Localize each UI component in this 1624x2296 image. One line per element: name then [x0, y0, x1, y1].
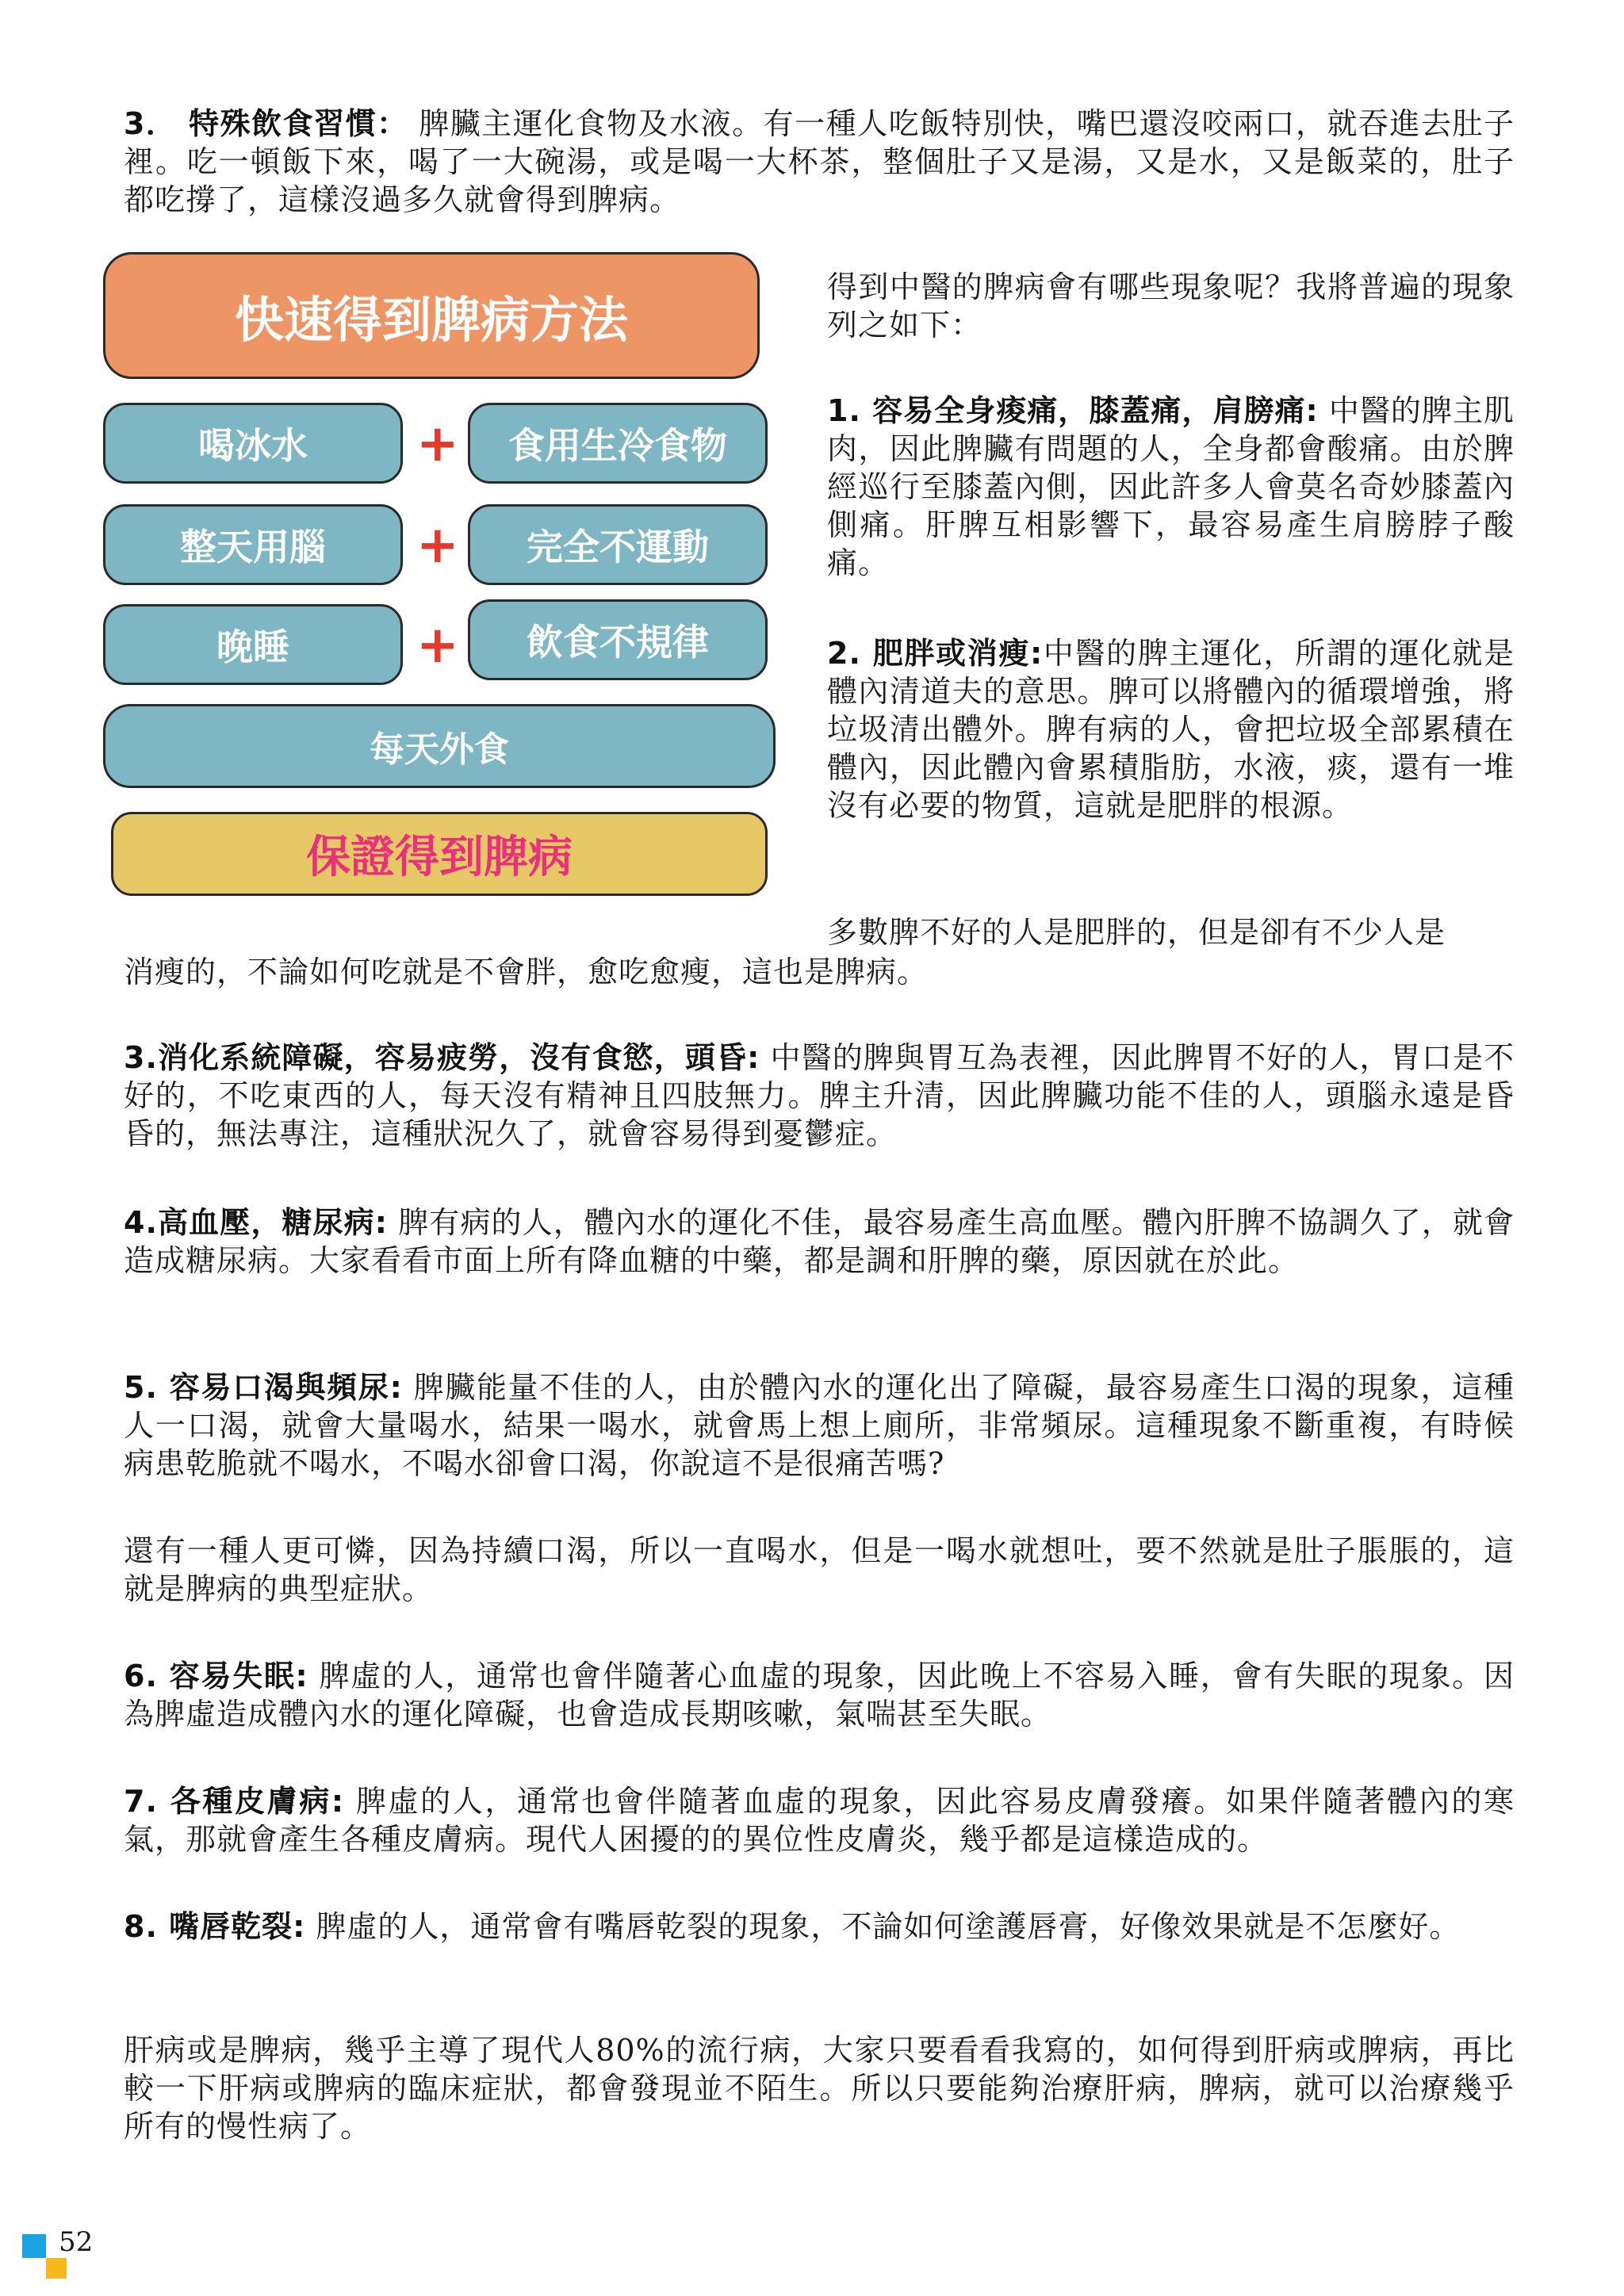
symptom-text: 脾虛的人，通常也會伴隨著血虛的現象，因此容易皮膚發癢。如果伴隨著體內的寒氣，那就會產生各種皮膚病。現代人困擾的的異位性皮膚炎，幾乎都是這樣造成的。: [124, 1784, 1515, 1857]
symptom-6: [124, 1657, 1515, 1733]
intro-paragraph: 得到中醫的脾病會有哪些現象呢？我將普遍的現象列之如下：: [827, 270, 1515, 342]
item-raw-cold-food: 食用生冷食物: [468, 403, 768, 484]
paragraph-text: 脾臟主運化食物及水液。有一種人吃飯特別快，嘴巴還沒咬兩口，就吞進去肚子裡。吃一頓飯下來，喝了一大碗湯，或是喝一大杯茶，整個肚子又是湯，又是水，又是飯菜的，肚子都吃撐了，這樣沒過多久就會得到脾病。: [124, 106, 1515, 217]
symptom-heading: 4.高血壓，糖尿病:: [124, 1205, 388, 1240]
symptom-text: 脾虛的人，通常也會伴隨著心血虛的現象，因此晚上不容易入睡，會有失眠的現象。因為脾虛造成體內水的運化障礙，也會造成長期咳嗽，氣喘甚至失眠。: [124, 1659, 1515, 1732]
symptom-text: 中醫的脾與胃互為表裡，因此脾胃不好的人，胃口是不好的，不吃東西的人，每天沒有精神且四肢無力。脾主升清，因此脾臟功能不佳的人，頭腦永遠是昏昏的，無法專注，這種狀況久了，就會容易得到憂鬱症。: [124, 1040, 1515, 1151]
symptom-heading: 1. 容易全身痠痛，膝蓋痛，肩膀痛:: [827, 393, 1319, 428]
diagram-title-box: 快速得到脾病方法: [103, 252, 760, 379]
symptom-4: [124, 1203, 1515, 1280]
result-box: 保證得到脾病: [111, 812, 768, 896]
item-cold-water: 喝冰水: [103, 403, 403, 484]
paragraph-heading: 3． 特殊飲食習慣：: [124, 106, 408, 141]
symptom-text: 脾臟能量不佳的人，由於體內水的運化出了障礙，最容易產生口渴的現象，這種人一口渴，就會大量喝水，結果一喝水，就會馬上想上廁所，非常頻尿。這種現象不斷重複，有時候病患乾脆就不喝水，不喝水卻會口渴，你說這不是很痛苦嗎?: [124, 1370, 1515, 1481]
footer-square-blue: [22, 2234, 46, 2258]
symptom-5-extra: 還有一種人更可憐，因為持續口渴，所以一直喝水，但是一喝水就想吐，要不然就是肚子脹脹的，這就是脾病的典型症狀。: [124, 1533, 1515, 1606]
plus-sign: +: [416, 616, 459, 675]
symptom-1: [827, 392, 1515, 582]
item-eat-out-daily: 每天外食: [103, 704, 776, 788]
symptom-8: [124, 1908, 1515, 1946]
spleen-disease-diagram: [0, 0, 793, 912]
symptom-heading: 7. 各種皮膚病:: [124, 1784, 345, 1819]
symptom-text: 脾有病的人，體內水的運化不佳，最容易產生高血壓。體內肝脾不協調久了，就會造成糖尿病。大家看看市面上所有降血糖的中藥，都是調和肝脾的藥，原因就在於此。: [124, 1205, 1515, 1278]
symptom-heading: 8. 嘴唇乾裂:: [124, 1909, 306, 1944]
symptom-2: [827, 634, 1515, 825]
plus-sign: +: [416, 516, 459, 575]
plus-sign: +: [416, 415, 459, 473]
symptom-heading: 5. 容易口渴與頻尿:: [124, 1370, 403, 1405]
symptom-3: [124, 1039, 1515, 1153]
symptom-text: 脾虛的人，通常會有嘴唇乾裂的現象，不論如何塗護唇膏，好像效果就是不怎麼好。: [305, 1909, 1461, 1944]
symptom-heading: 6. 容易失眠:: [124, 1659, 308, 1693]
item-no-exercise: 完全不運動: [468, 504, 768, 585]
item-overthinking: 整天用腦: [103, 504, 403, 585]
item-late-sleep: 晚睡: [103, 604, 403, 685]
symptom-heading: 3.消化系統障礙，容易疲勞，沒有食慾，頭昏:: [124, 1040, 760, 1075]
symptom-2-continued: 多數脾不好的人是肥胖的，但是卻有不少人是: [827, 915, 1446, 950]
symptom-heading: 2. 肥胖或消瘦:: [827, 636, 1044, 671]
symptom-5: [124, 1368, 1515, 1483]
symptom-7: [124, 1782, 1515, 1858]
symptom-2-continued-line: 消瘦的，不論如何吃就是不會胖，愈吃愈瘦，這也是脾病。: [124, 955, 929, 989]
item-irregular-diet: 飲食不規律: [468, 599, 768, 680]
symptom-text: 中醫的脾主肌肉，因此脾臟有問題的人，全身都會酸痛。由於脾經巡行至膝蓋內側，因此許多人會莫名奇妙膝蓋內側痛。肝脾互相影響下，最容易產生肩膀脖子酸痛。: [827, 393, 1515, 580]
page-number: 52: [59, 2226, 94, 2258]
symptom-text: 中醫的脾主運化，所謂的運化就是體內清道夫的意思。脾可以將體內的循環增強，將垃圾清出體外。脾有病的人，會把垃圾全部累積在體內，因此體內會累積脂肪，水液，痰，還有一堆沒有必要的物質，這就是肥胖的根源。: [827, 636, 1515, 823]
footer-square-yellow: [46, 2258, 67, 2279]
conclusion-paragraph: 肝病或是脾病，幾乎主導了現代人80%的流行病，大家只要看看我寫的，如何得到肝病或脾病，再比較一下肝病或脾病的臨床症狀，都會發現並不陌生。所以只要能夠治療肝病，脾病，就可以治療幾乎所有的慢性病了。: [124, 2033, 1515, 2144]
